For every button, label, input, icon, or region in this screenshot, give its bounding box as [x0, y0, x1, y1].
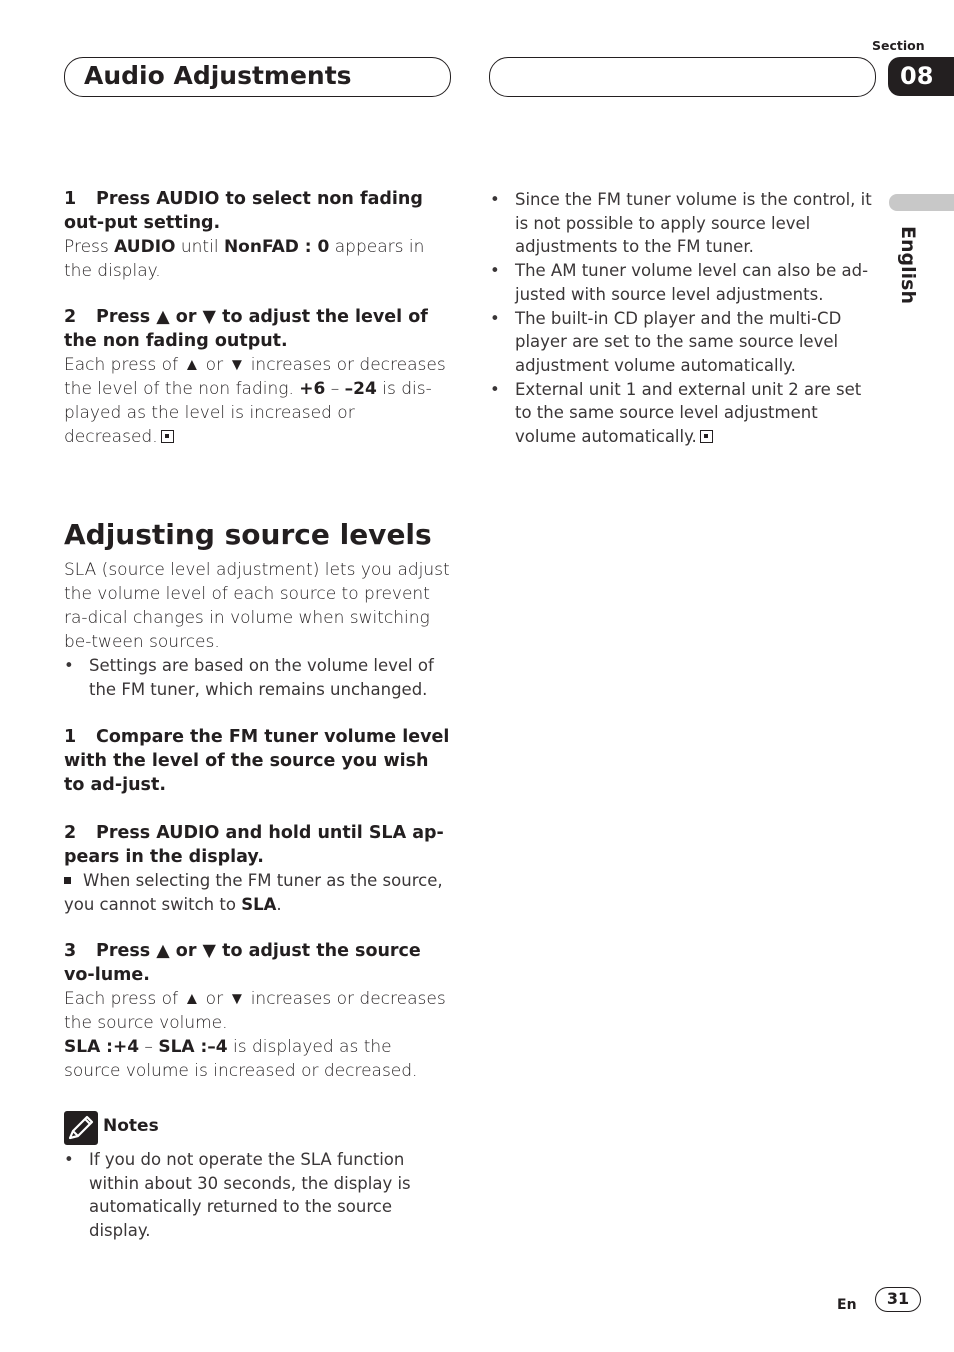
step-note: [64, 869, 452, 917]
end-mark-icon: [161, 430, 174, 443]
section-number-badge: 08: [888, 57, 954, 96]
bold-text: +6: [299, 379, 326, 399]
step-heading: [64, 821, 452, 869]
list-item: [64, 1148, 452, 1243]
list-item: [64, 654, 452, 701]
text: Since the FM tuner volume is the control, it is not possible to apply source level adjustments to the FM tuner.: [515, 190, 872, 257]
step-heading: [64, 305, 452, 353]
list-item: [490, 188, 878, 259]
text: External unit 1 and external unit 2 are set to the same source level adjustment volume automatically.: [515, 379, 862, 447]
text: –: [325, 379, 345, 399]
text: The AM tuner volume level can also be ad-justed with source level adjustments.: [515, 261, 869, 304]
language-tab: [889, 194, 954, 211]
list-item: [490, 378, 878, 449]
bullet-icon: •: [64, 1150, 74, 1169]
bullet-icon: •: [490, 308, 500, 328]
text: –: [139, 1037, 159, 1058]
step-number: 1: [64, 727, 77, 748]
notes-pencil-icon: [64, 1111, 98, 1145]
left-column-bottom: [64, 558, 452, 1083]
step-heading: [64, 939, 452, 987]
step-number: 2: [64, 307, 77, 327]
text: is dis-played as the level is increased or decreased.: [64, 379, 432, 447]
step-body: [64, 235, 452, 283]
bold-text: SLA: [241, 895, 277, 915]
step-body: [64, 1035, 452, 1083]
end-mark-icon: [700, 430, 713, 443]
step-body: Each press of ▲ or ▼ increases or decreases the source volume.: [64, 989, 446, 1034]
step-number: 2: [64, 823, 77, 844]
bold-text: SLA :–4: [158, 1037, 228, 1058]
page-title: Audio Adjustments: [84, 61, 352, 90]
text: When selecting the FM tuner as the source, you cannot switch to: [64, 871, 443, 915]
step-text: Compare the FM tuner volume level with the level of the source you wish to ad-just.: [64, 727, 450, 796]
text: appears in the display.: [64, 237, 425, 281]
step-text: Press ▲ or ▼ to adjust the source vo-lume.: [64, 941, 421, 986]
text: .: [276, 895, 282, 915]
text: is displayed as the source volume is increased or decreased.: [64, 1037, 418, 1082]
bold-text: –24: [344, 379, 377, 399]
bullet-icon: •: [490, 190, 500, 209]
step-text: Press AUDIO and hold until SLA ap-pears in the display.: [64, 823, 444, 868]
language-label: English: [897, 226, 919, 304]
text: until: [175, 237, 224, 257]
bold-text: NonFAD : 0: [223, 237, 330, 257]
left-column-top: [64, 187, 452, 449]
bullet-icon: •: [490, 261, 500, 281]
list-item: [490, 307, 878, 378]
text: Press: [64, 237, 115, 257]
step-body: [64, 353, 452, 449]
step-text: Press ▲ or ▼ to adjust the level of the non fading output.: [64, 307, 428, 351]
step-heading: [64, 725, 452, 797]
section-label: Section: [872, 38, 925, 53]
footer-language: En: [837, 1297, 857, 1313]
step-heading: [64, 187, 452, 235]
step-text: Press AUDIO to select non fading out-put setting.: [64, 189, 423, 233]
step-number: 1: [64, 189, 77, 209]
header-blank-frame: [489, 57, 876, 97]
step-number: 3: [64, 941, 77, 962]
notes-label: Notes: [103, 1116, 159, 1136]
right-column: [490, 188, 878, 449]
text: Settings are based on the volume level of the FM tuner, which remains unchanged.: [89, 656, 434, 699]
square-bullet-icon: [64, 877, 71, 884]
notes-list: [64, 1148, 452, 1243]
bullet-icon: •: [490, 379, 500, 399]
bold-text: SLA :+4: [64, 1037, 140, 1058]
bullet-icon: •: [64, 656, 74, 675]
intro-paragraph: SLA (source level adjustment) lets you adjust the volume level of each source to prevent ra-dical changes in volume when switching be-tween sources.: [64, 560, 450, 652]
bold-text: AUDIO: [114, 237, 176, 257]
text: The built-in CD player and the multi-CD player are set to the same source level adjustment volume automatically.: [515, 308, 842, 375]
section-title: Adjusting source levels: [64, 518, 432, 551]
text: If you do not operate the SLA function within about 30 seconds, the display is automatically returned to the source display.: [89, 1150, 411, 1241]
list-item: [490, 259, 878, 306]
page-number: 31: [875, 1287, 921, 1312]
text: Each press of ▲ or ▼ increases or decreases the level of the non fading.: [64, 355, 446, 399]
